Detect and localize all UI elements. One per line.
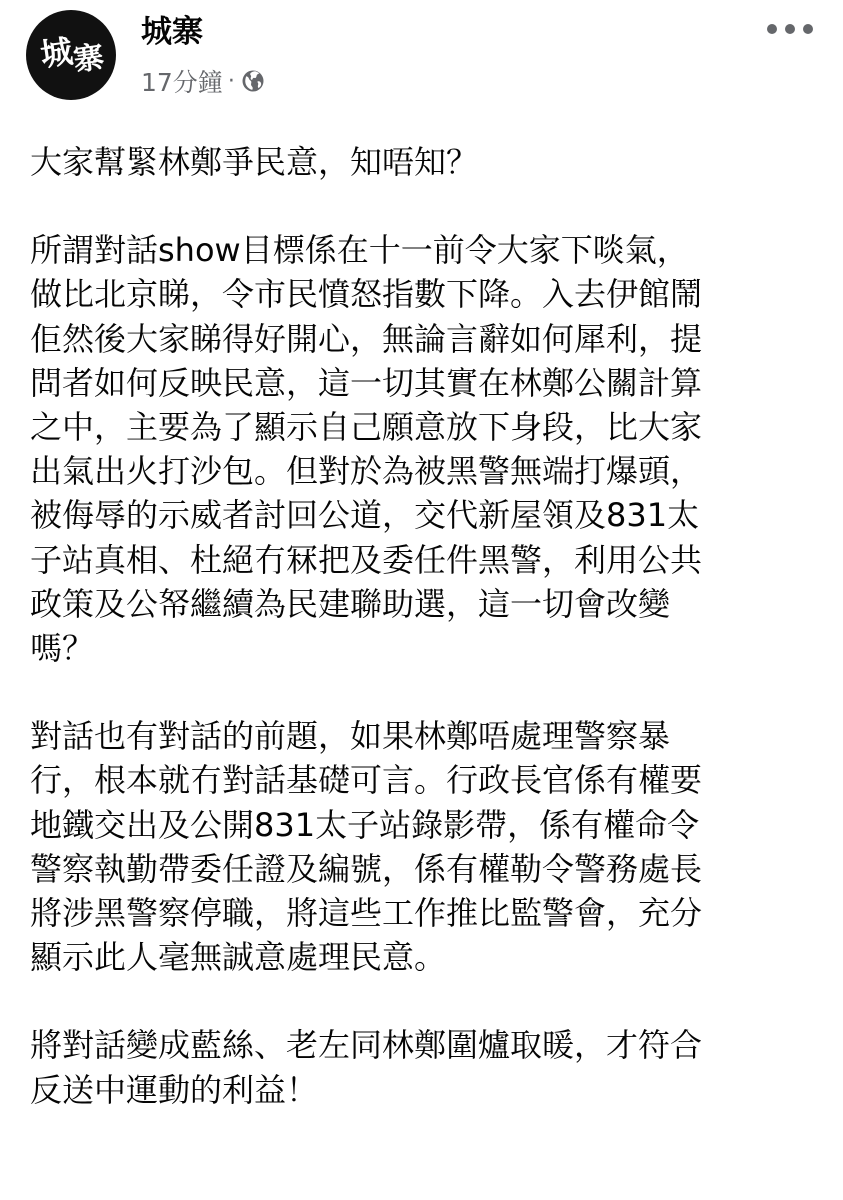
page-avatar[interactable] (26, 10, 116, 100)
avatar-char-2: 寨 (71, 39, 105, 79)
post-header (0, 0, 843, 120)
avatar-char-1: 城 (38, 32, 74, 75)
post-paragraph-2: 所謂對話show目標係在十一前令大家下啖氣， 做比北京睇，令市民憤怒指數下降。入去伊館鬧 佢然後大家睇得好開心，無論言辭如何犀利，提 問者如何反映民意，這一切其實在林鄭公關計算 之中，主要為了顯示自己願意放下身段，比大家 出氣出火打沙包。但對於為被黑警無端打爆頭， 被侮辱的示威者討回公道，交代新屋領及831太 子站真相、杜絕冇冧把及委任件黑警，利用公共 政策及公帑繼續為民建聯助選，這一切會改變 嗎？ (30, 231, 703, 668)
globe-icon[interactable] (241, 69, 265, 93)
more-options-icon (785, 24, 795, 34)
post-meta (141, 64, 265, 98)
post-paragraph-4: 將對話變成藍絲、老左同林鄭圍爐取暖，才符合 反送中運動的利益！ (30, 1026, 703, 1109)
page-name-link[interactable]: 城寨 (141, 14, 203, 50)
post-body (30, 140, 830, 1156)
more-options-icon (803, 24, 813, 34)
post-paragraph-3: 對話也有對話的前題，如果林鄭唔處理警察暴 行，根本就冇對話基礎可言。行政長官係有權要 地鐵交出及公開831太子站錄影帶，係有權命令 警察執勤帶委任證及編號，係有權勒令警務處長 將涉黑警察停職，將這些工作推比監警會，充分 顯示此人毫無誠意處理民意。 (30, 717, 703, 977)
post-paragraph-1: 大家幫緊林鄭爭民意，知唔知？ (30, 143, 479, 181)
more-options-icon (767, 24, 777, 34)
avatar-logo (38, 32, 105, 79)
post-timestamp[interactable]: 17分鐘 (141, 68, 223, 97)
meta-separator: · (227, 68, 235, 94)
more-options-button[interactable] (767, 14, 813, 44)
